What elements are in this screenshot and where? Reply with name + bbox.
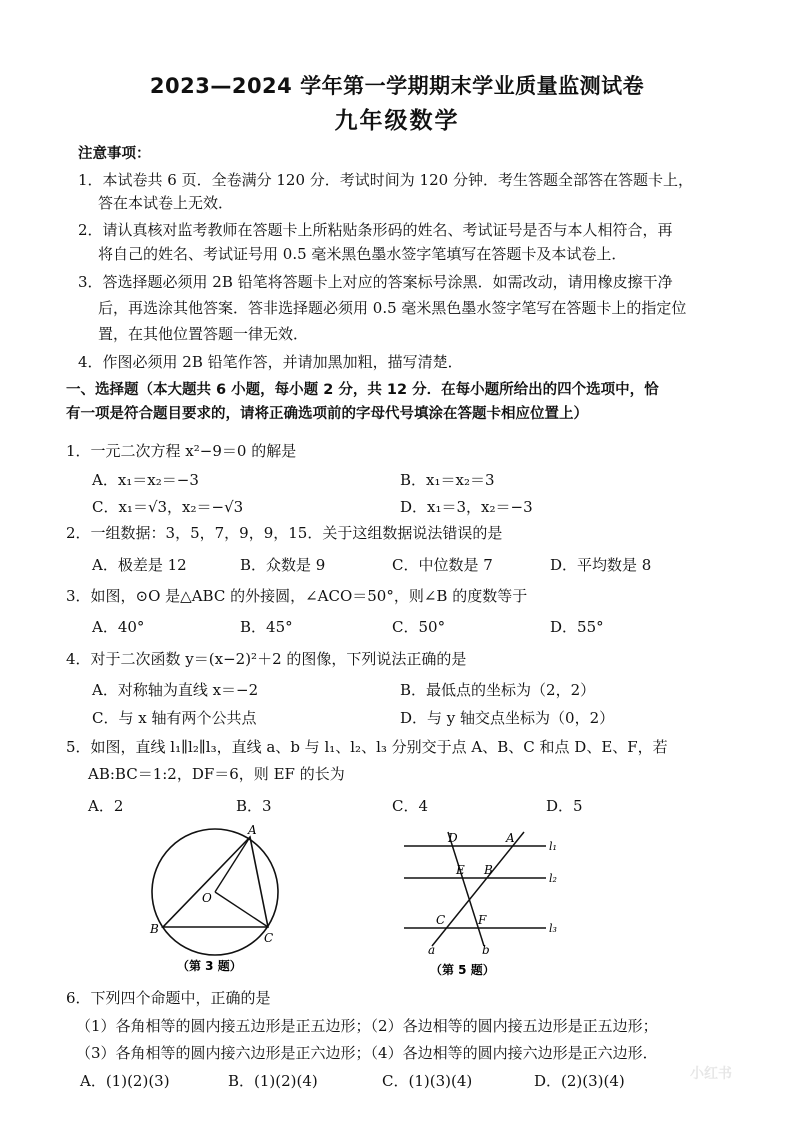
note-line: 1．本试卷共 6 页．全卷满分 120 分．考试时间为 120 分钟．考生答题全部答在答题卡上， [78,171,693,189]
question-2-stem: 2．一组数据：3，5，7，9，9，15．关于这组数据说法错误的是 [66,524,503,542]
label-o: O [202,891,212,905]
question-4-option-d: D．与 y 轴交点坐标为（0，2） [400,709,615,727]
question-5-option-b: B．3 [236,797,272,815]
figure-5 [396,826,576,982]
question-5-stem-cont: AB:BC＝1:2，DF＝6，则 EF 的长为 [88,765,345,783]
figure-5-caption: （第 5 题） [430,963,495,977]
label-a: A [248,823,257,837]
question-6-option-d: D．(2)(3)(4) [534,1072,625,1090]
note-line: 答在本试卷上无效． [98,194,234,212]
question-1-option-b: B．x₁＝x₂＝3 [400,471,495,489]
label-c: C [436,913,446,927]
question-1-stem: 1．一元二次方程 x²−9＝0 的解是 [66,442,297,460]
triangle-abc [163,837,268,927]
question-2-option-a: A．极差是 12 [92,556,187,574]
question-5-stem: 5．如图，直线 l₁∥l₂∥l₃，直线 a、b 与 l₁、l₂、l₃ 分别交于点 A、B、C 和点 D、E、F，若 [66,738,668,756]
label-d: D [448,831,458,845]
label-a: A [506,831,515,845]
question-5-option-c: C．4 [392,797,429,815]
label-f: F [478,913,487,927]
question-6-option-c: C．(1)(3)(4) [382,1072,473,1090]
section-heading: 一、选择题（本大题共 6 小题，每小题 2 分，共 12 分．在每小题所给出的四个选项中，恰 [66,382,659,398]
question-6-stem: 6．下列四个命题中，正确的是 [66,989,271,1007]
label-b: B [484,863,493,877]
note-line: 后，再选涂其他答案．答非选择题必须用 0.5 毫米黑色墨水签字笔写在答题卡上的指定位 [98,299,687,317]
notes-heading: 注意事项： [78,146,151,162]
note-line: 置，在其他位置答题一律无效． [98,325,309,343]
question-2-option-c: C．中位数是 7 [392,556,493,574]
label-e: E [456,863,465,877]
question-2-option-d: D．平均数是 8 [550,556,652,574]
figure-3 [140,820,290,980]
question-6-option-b: B．(1)(2)(4) [228,1072,318,1090]
exam-subject: 九年级数学 [334,108,460,134]
question-6-statement: （3）各角相等的圆内接六边形是正六边形；（4）各边相等的圆内接六边形是正六边形． [76,1044,658,1062]
question-1-option-a: A．x₁＝x₂＝−3 [92,471,199,489]
question-4-option-b: B．最低点的坐标为（2，2） [400,681,596,699]
segment-oa [215,837,250,892]
label-c: C [264,931,274,945]
question-5-option-d: D．5 [546,797,583,815]
question-6-statement: （1）各角相等的圆内接五边形是正五边形；（2）各边相等的圆内接五边形是正五边形； [76,1017,658,1035]
question-4-stem: 4．对于二次函数 y＝(x−2)²＋2 的图像，下列说法正确的是 [66,650,467,668]
question-3-option-d: D．55° [550,618,604,636]
note-line: 2．请认真核对监考教师在答题卡上所粘贴条形码的姓名、考试证号是否与本人相符合，再 [78,221,673,239]
question-3-option-c: C．50° [392,618,446,636]
section-heading-cont: 有一项是符合题目要求的，请将正确选项前的字母代号填涂在答题卡相应位置上） [66,406,588,422]
question-5-option-a: A．2 [88,797,124,815]
figure-3-caption: （第 3 题） [177,959,242,973]
question-3-option-a: A．40° [92,618,145,636]
note-line: 3．答选择题必须用 2B 铅笔将答题卡上对应的答案标号涂黑．如需改动，请用橡皮擦干净 [78,273,673,291]
segment-oc [215,892,268,927]
question-4-option-a: A．对称轴为直线 x＝−2 [92,681,259,699]
label-b: B [150,922,159,936]
question-1-option-c: C．x₁＝√3，x₂＝−√3 [92,498,244,516]
watermark: 小红书 [690,1066,732,1082]
label-line-a: a [428,943,436,957]
question-3-stem: 3．如图，⊙O 是△ABC 的外接圆，∠ACO＝50°，则∠B 的度数等于 [66,587,528,605]
question-6-option-a: A．(1)(2)(3) [80,1072,170,1090]
label-line-b: b [482,943,490,957]
question-2-option-b: B．众数是 9 [240,556,326,574]
label-l2: l₂ [549,872,557,885]
exam-title: 2023—2024 学年第一学期期末学业质量监测试卷 [149,74,645,98]
note-line: 4．作图必须用 2B 铅笔作答，并请加黑加粗，描写清楚． [78,353,463,371]
label-l1: l₁ [549,840,557,853]
note-line: 将自己的姓名、考试证号用 0.5 毫米黑色墨水签字笔填写在答题卡及本试卷上． [98,245,627,263]
question-1-option-d: D．x₁＝3，x₂＝−3 [400,498,533,516]
question-4-option-c: C．与 x 轴有两个公共点 [92,709,257,727]
question-3-option-b: B．45° [240,618,293,636]
label-l3: l₃ [549,922,557,935]
